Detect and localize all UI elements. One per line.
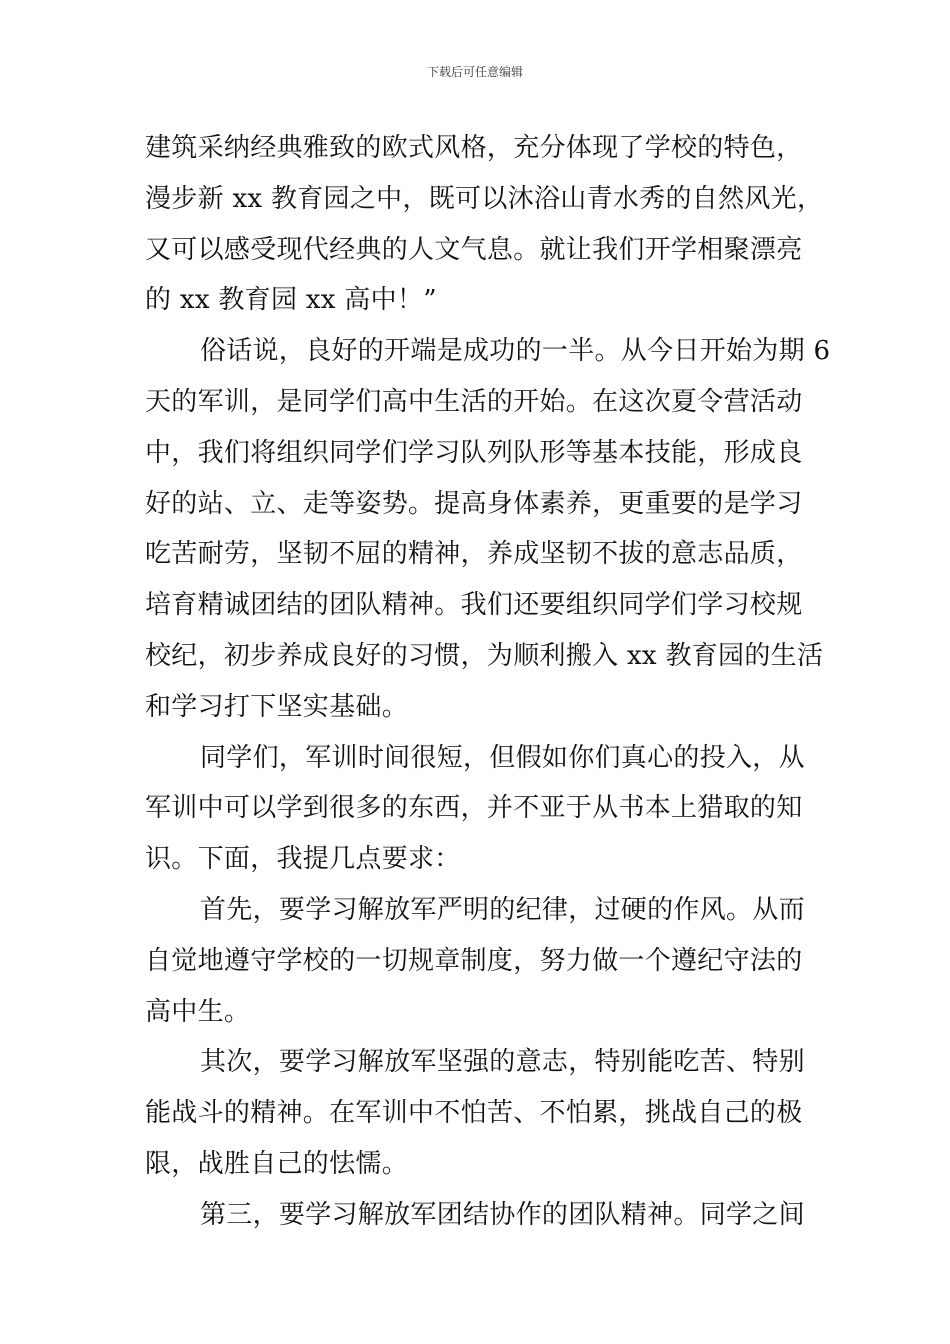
text-line: 俗话说，良好的开端是成功的一半。从今日开始为期 6: [200, 336, 831, 367]
text-line: 中，我们将组织同学们学习队列队形等基本技能，形成良: [145, 437, 803, 468]
text-line: 限，战胜自己的怯懦。: [145, 1148, 409, 1179]
text-line: 的 xx 教育园 xx 高中！”: [145, 285, 437, 316]
text-line: 自觉地遵守学校的一切规章制度，努力做一个遵纪守法的: [145, 945, 803, 976]
text-line: 军训中可以学到很多的东西，并不亚于从书本上猎取的知: [145, 793, 803, 824]
text-line: 建筑采纳经典雅致的欧式风格，充分体现了学校的特色，: [145, 133, 803, 163]
text-line: 吃苦耐劳，坚韧不屈的精神，养成坚韧不拔的意志品质，: [145, 539, 803, 570]
text-line: 能战斗的精神。在军训中不怕苦、不怕累，挑战自己的极: [145, 1098, 803, 1129]
text-line: 首先，要学习解放军严明的纪律，过硬的作风。从而: [200, 894, 805, 925]
text-line: 天的军训，是同学们高中生活的开始。在这次夏令营活动: [145, 386, 803, 417]
text-line: 漫步新 xx 教育园之中，既可以沐浴山青水秀的自然风光，: [145, 183, 824, 214]
text-line: 又可以感受现代经典的人文气息。就让我们开学相聚漂亮: [145, 234, 803, 265]
text-line: 第三，要学习解放军团结协作的团队精神。同学之间: [200, 1199, 805, 1230]
text-line: 培育精诚团结的团队精神。我们还要组织同学们学习校规: [145, 590, 803, 621]
text-line: 其次，要学习解放军坚强的意志，特别能吃苦、特别: [200, 1047, 805, 1078]
text-line: 高中生。: [145, 996, 251, 1027]
text-line: 同学们，军训时间很短，但假如你们真心的投入，从: [200, 742, 805, 773]
text-line: 校纪，初步养成良好的习惯，为顺利搬入 xx 教育园的生活: [145, 640, 824, 671]
text-line: 好的站、立、走等姿势。提高身体素养，更重要的是学习: [145, 488, 803, 519]
text-line: 和学习打下坚实基础。: [145, 691, 409, 722]
document-body: [145, 128, 831, 1246]
page-header: 下载后可任意编辑: [426, 65, 523, 79]
text-line: 识。下面，我提几点要求：: [145, 844, 461, 875]
